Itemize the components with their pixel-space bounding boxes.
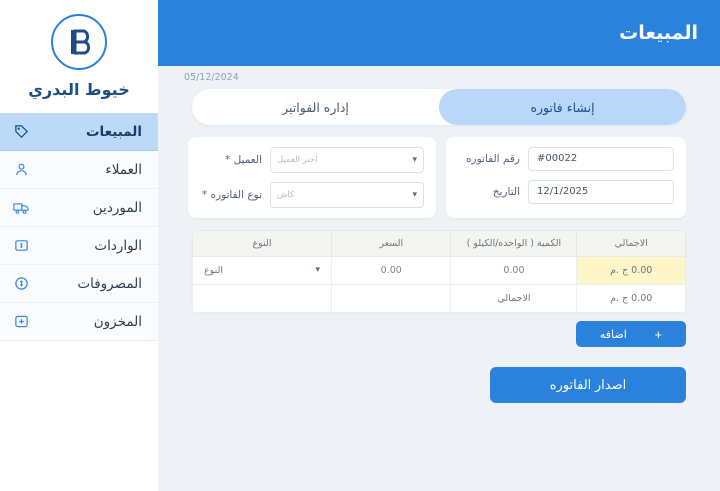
cell-price[interactable]	[332, 257, 451, 285]
add-item-label: اضافه	[599, 328, 627, 341]
form-cards	[192, 137, 686, 218]
invoice-meta-card	[446, 137, 686, 218]
sidebar-item-label: المصروفات	[77, 275, 142, 292]
brand-name: خيوط البدري	[28, 80, 130, 99]
cell-type[interactable]	[193, 257, 332, 285]
table-row	[193, 257, 686, 285]
chevron-down-icon: ▾	[412, 189, 417, 200]
column-header-total: الاجمالي	[577, 231, 686, 257]
customer-row	[200, 147, 424, 173]
cell-total: 0.00 ج .م	[577, 257, 686, 285]
tab-bar	[192, 89, 686, 125]
sidebar-item-label: الموردين	[92, 199, 142, 216]
cell-empty-type	[193, 285, 332, 313]
column-header-price: السعر	[332, 231, 451, 257]
cell-qty[interactable]	[451, 257, 577, 285]
invoice-type-select-placeholder: كاش	[277, 190, 295, 200]
brand	[0, 0, 158, 99]
invoice-date-label: التاريخ	[492, 186, 520, 198]
invoice-type-row	[200, 182, 424, 208]
coin-icon	[12, 275, 30, 293]
invoice-number-label: رقم الفاتوره	[466, 153, 520, 165]
sidebar-item-inventory[interactable]	[0, 303, 158, 341]
sidebar-item-expenses[interactable]	[0, 265, 158, 303]
sidebar-item-sales[interactable]	[0, 113, 158, 151]
type-select[interactable]	[194, 261, 330, 281]
money-icon	[12, 237, 30, 255]
chevron-down-icon: ▾	[315, 265, 321, 275]
add-item-button[interactable]	[576, 321, 686, 347]
customer-select[interactable]	[270, 147, 424, 173]
header-date: 05/12/2024	[184, 72, 239, 83]
sidebar-item-customers[interactable]	[0, 151, 158, 189]
table-footer-row	[193, 285, 686, 313]
customer-card	[188, 137, 436, 218]
sidebar-item-imports[interactable]	[0, 227, 158, 265]
page-title: المبيعات	[619, 22, 698, 44]
sidebar-nav	[0, 113, 158, 341]
table-header-row	[193, 231, 686, 257]
cell-empty-price	[332, 285, 451, 313]
tab-manage-invoices[interactable]: إداره الفواتير	[282, 99, 349, 115]
user-icon	[12, 161, 30, 179]
add-row-wrap	[576, 321, 686, 347]
qty-input[interactable]: 0.00	[503, 265, 525, 276]
truck-icon	[12, 199, 30, 217]
sidebar-item-label: المبيعات	[85, 123, 142, 140]
customer-select-placeholder: اختر العميل	[277, 155, 318, 165]
invoice-date-row	[458, 180, 674, 204]
items-table	[192, 230, 686, 313]
plus-icon: +	[654, 326, 663, 342]
type-select-value: النوع	[204, 265, 223, 276]
invoice-date-input[interactable]: 12/1/2025	[528, 180, 674, 204]
customer-label: العميل *	[225, 154, 262, 166]
invoice-number-row	[458, 147, 674, 171]
invoice-number-input[interactable]: #00022	[528, 147, 674, 171]
tag-icon	[12, 123, 30, 141]
page-header	[158, 0, 720, 66]
sidebar-item-label: العملاء	[105, 161, 142, 178]
price-input[interactable]: 0.00	[380, 265, 402, 276]
column-header-qty: الكمية ( الواحده/الكيلو )	[451, 231, 577, 257]
invoice-type-select[interactable]	[270, 182, 424, 208]
sidebar-item-label: المخزون	[93, 313, 142, 330]
invoice-type-label: نوع الفاتوره *	[201, 189, 262, 201]
table-actions	[192, 313, 686, 347]
sidebar-item-suppliers[interactable]	[0, 189, 158, 227]
sidebar	[0, 0, 158, 491]
form-actions	[192, 367, 686, 403]
cell-grand-total: 0.00 ج .م	[577, 285, 686, 313]
main-content	[158, 0, 720, 491]
sidebar-item-label: الواردات	[94, 237, 142, 254]
cell-grand-total-label: الاجمالي	[451, 285, 577, 313]
box-plus-icon	[12, 313, 30, 331]
column-header-type: النوع	[193, 231, 332, 257]
logo-icon	[51, 14, 107, 70]
issue-invoice-button[interactable]: اصدار الفاتوره	[490, 367, 686, 403]
chevron-down-icon: ▾	[412, 154, 417, 165]
tab-create-invoice[interactable]: إنشاء فاتوره	[439, 89, 686, 125]
